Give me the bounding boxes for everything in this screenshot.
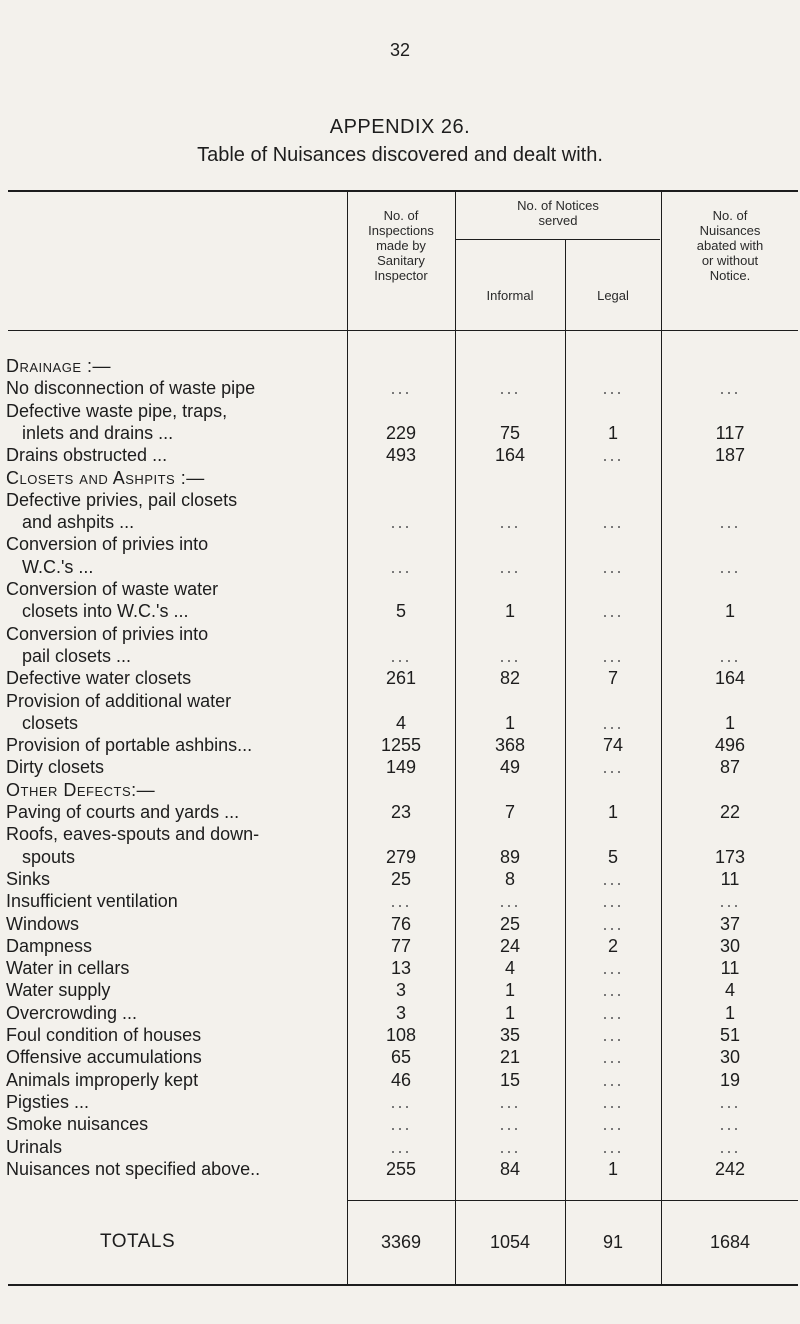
cell-abated: 51 xyxy=(719,1025,741,1045)
cell-abated: 1 xyxy=(724,712,735,733)
header-line: or without xyxy=(701,253,759,268)
cell-legal: 2 xyxy=(607,935,618,956)
cell-abated: 164 xyxy=(714,668,746,689)
cell-abated: ... xyxy=(719,1114,741,1135)
cell-informal: ... xyxy=(499,556,521,577)
header-line: abated with xyxy=(696,238,764,253)
cell-inspections: 149 xyxy=(385,757,417,778)
cell-legal: 1 xyxy=(607,1158,618,1179)
cell-inspections: 5 xyxy=(395,601,406,622)
header-line: Inspections xyxy=(368,223,434,238)
cell-informal: 1 xyxy=(504,980,515,1001)
cell-abated: 1 xyxy=(724,1002,735,1023)
cell-legal: ... xyxy=(602,913,624,934)
bottom-rule xyxy=(8,1284,798,1286)
cell-inspections: 13 xyxy=(390,958,412,979)
cell-abated: ... xyxy=(719,556,741,577)
cell-informal: ... xyxy=(499,645,521,666)
cell-legal: ... xyxy=(602,512,624,533)
cell-abated: ... xyxy=(719,1091,741,1112)
row-label: Roofs, eaves-spouts and down- xyxy=(6,824,260,845)
totals-top-rule xyxy=(348,1200,798,1201)
cell-legal: ... xyxy=(602,891,624,912)
cell-legal: ... xyxy=(602,445,624,466)
row-label: Animals improperly kept xyxy=(6,1069,199,1090)
row-label: closets xyxy=(22,712,79,733)
cell-legal: 1 xyxy=(607,802,618,822)
row-label: Defective privies, pail closets xyxy=(6,489,238,510)
cell-legal: ... xyxy=(602,1002,624,1023)
cell-informal: 25 xyxy=(499,913,521,934)
cell-informal: 7 xyxy=(504,802,515,822)
header-line: Inspector xyxy=(374,268,428,283)
cell-legal: ... xyxy=(602,378,624,399)
row-label: W.C.'s ... xyxy=(22,556,94,577)
header-informal: Informal xyxy=(486,288,534,303)
row-label: Conversion of privies into xyxy=(6,534,209,555)
cell-legal: ... xyxy=(602,1091,624,1112)
cell-informal: 1 xyxy=(504,712,515,733)
cell-legal: ... xyxy=(602,1047,624,1068)
cell-informal: 24 xyxy=(499,935,521,956)
cell-inspections: ... xyxy=(390,512,412,533)
cell-informal: ... xyxy=(499,891,521,912)
header-nuisances-abated xyxy=(662,208,798,283)
cell-inspections: ... xyxy=(390,645,412,666)
top-rule xyxy=(8,190,798,192)
totals-informal: 1054 xyxy=(489,1232,531,1252)
row-label: Dampness xyxy=(6,935,93,956)
cell-abated: 1 xyxy=(724,601,735,622)
cell-abated: 117 xyxy=(715,422,745,443)
cell-legal: 74 xyxy=(602,735,624,756)
cell-legal: 5 xyxy=(607,846,618,867)
table-title: Table of Nuisances discovered and dealt with. xyxy=(197,144,603,166)
cell-abated: ... xyxy=(719,1136,741,1157)
row-label: Pigsties ... xyxy=(6,1091,90,1112)
cell-legal: ... xyxy=(602,1069,624,1090)
header-line: No. of xyxy=(383,208,419,223)
cell-abated: 30 xyxy=(719,1047,741,1068)
row-label: Windows xyxy=(6,913,80,934)
cell-informal: ... xyxy=(499,378,521,399)
row-label: closets into W.C.'s ... xyxy=(22,601,189,622)
cell-inspections: 65 xyxy=(390,1047,412,1068)
row-label: Paving of courts and yards ... xyxy=(6,802,240,822)
header-line: made by xyxy=(376,238,426,253)
cell-abated: 11 xyxy=(720,868,740,889)
row-label: Smoke nuisances xyxy=(6,1114,149,1135)
row-label: Provision of additional water xyxy=(6,690,232,711)
row-label: Conversion of privies into xyxy=(6,623,209,644)
appendix-title: APPENDIX 26. xyxy=(329,116,471,138)
row-label: pail closets ... xyxy=(22,645,132,666)
cell-inspections: 261 xyxy=(385,668,417,689)
cell-inspections: 23 xyxy=(390,802,412,822)
section-heading: Other Defects:— xyxy=(6,779,156,800)
cell-legal: ... xyxy=(602,645,624,666)
header-legal: Legal xyxy=(597,288,629,303)
cell-abated: 173 xyxy=(714,846,746,867)
row-label: Water supply xyxy=(6,980,111,1001)
cell-inspections: 493 xyxy=(385,445,417,466)
cell-legal: ... xyxy=(602,1136,624,1157)
cell-abated: 37 xyxy=(719,913,741,934)
cell-legal: 7 xyxy=(607,668,618,689)
cell-legal: ... xyxy=(602,868,624,889)
totals-label: TOTALS xyxy=(100,1232,176,1252)
header-inspections xyxy=(348,208,454,283)
cell-legal: ... xyxy=(602,601,624,622)
cell-inspections: 3 xyxy=(395,980,406,1001)
cell-inspections: 229 xyxy=(385,422,417,443)
cell-informal: 15 xyxy=(499,1069,521,1090)
cell-informal: 1 xyxy=(504,601,515,622)
header-notices-served xyxy=(456,198,660,228)
cell-informal: 84 xyxy=(499,1158,521,1179)
row-label: Conversion of waste water xyxy=(6,579,219,599)
cell-abated: 87 xyxy=(719,757,741,778)
row-label: Urinals xyxy=(6,1136,63,1157)
cell-informal: ... xyxy=(499,1136,521,1157)
row-label: Provision of portable ashbins... xyxy=(6,735,253,756)
row-label: Insufficient ventilation xyxy=(6,891,178,912)
cell-legal: ... xyxy=(602,757,624,778)
cell-legal: 1 xyxy=(607,422,618,443)
row-label: Defective water closets xyxy=(6,668,192,689)
cell-abated: 4 xyxy=(724,980,735,1001)
row-label: Foul condition of houses xyxy=(6,1025,202,1045)
header-line: served xyxy=(538,213,578,228)
cell-abated: ... xyxy=(719,645,741,666)
page-number: 32 xyxy=(389,40,411,60)
cell-inspections: ... xyxy=(390,1091,412,1112)
header-line: Notice. xyxy=(709,268,751,283)
cell-inspections: ... xyxy=(390,891,412,912)
cell-abated: 242 xyxy=(714,1158,746,1179)
row-label: Overcrowding ... xyxy=(6,1002,138,1023)
cell-informal: 89 xyxy=(499,846,521,867)
cell-informal: 1 xyxy=(504,1002,515,1023)
cell-inspections: 1255 xyxy=(380,735,422,756)
cell-informal: 82 xyxy=(499,668,521,689)
cell-inspections: 3 xyxy=(395,1002,406,1023)
totals-inspections: 3369 xyxy=(380,1232,422,1252)
cell-legal: ... xyxy=(602,712,624,733)
cell-legal: ... xyxy=(602,980,624,1001)
row-label: Offensive accumulations xyxy=(6,1047,202,1068)
row-label: Nuisances not specified above.. xyxy=(6,1158,261,1179)
row-label: inlets and drains ... xyxy=(22,422,174,443)
row-label: Defective waste pipe, traps, xyxy=(6,400,228,421)
cell-inspections: 255 xyxy=(385,1158,417,1179)
cell-abated: 19 xyxy=(719,1069,741,1090)
cell-informal: ... xyxy=(499,1091,521,1112)
cell-abated: 11 xyxy=(720,958,740,979)
header-line: Sanitary xyxy=(377,253,425,268)
cell-abated: ... xyxy=(719,378,741,399)
header-line: Nuisances xyxy=(699,223,761,238)
cell-inspections: 4 xyxy=(395,712,406,733)
cell-inspections: ... xyxy=(390,378,412,399)
row-label: No disconnection of waste pipe xyxy=(6,378,256,399)
cell-inspections: ... xyxy=(390,1114,412,1135)
cell-inspections: 279 xyxy=(385,846,417,867)
cell-abated: 22 xyxy=(719,802,741,822)
cell-legal: ... xyxy=(602,1114,624,1135)
row-label: Dirty closets xyxy=(6,757,105,778)
cell-inspections: 76 xyxy=(390,913,412,934)
cell-abated: ... xyxy=(719,512,741,533)
cell-abated: 496 xyxy=(714,735,746,756)
cell-informal: 35 xyxy=(499,1025,521,1045)
header-bottom-rule xyxy=(8,330,798,331)
cell-informal: 368 xyxy=(494,735,526,756)
cell-informal: ... xyxy=(499,512,521,533)
row-label: Sinks xyxy=(6,868,51,889)
row-label: Water in cellars xyxy=(6,958,130,979)
totals-legal: 91 xyxy=(602,1232,624,1252)
cell-inspections: 25 xyxy=(390,868,412,889)
cell-abated: ... xyxy=(719,891,741,912)
cell-legal: ... xyxy=(602,556,624,577)
cell-informal: ... xyxy=(499,1114,521,1135)
header-line: No. of xyxy=(712,208,748,223)
cell-inspections: 108 xyxy=(385,1025,417,1045)
row-label: spouts xyxy=(22,846,76,867)
cell-inspections: ... xyxy=(390,1136,412,1157)
cell-informal: 75 xyxy=(499,422,521,443)
totals-abated: 1684 xyxy=(709,1232,751,1252)
cell-informal: 49 xyxy=(499,757,521,778)
cell-informal: 21 xyxy=(499,1047,521,1068)
cell-inspections: 77 xyxy=(390,935,412,956)
cell-informal: 4 xyxy=(504,958,515,979)
row-label: and ashpits ... xyxy=(22,512,135,533)
cell-abated: 187 xyxy=(714,445,746,466)
row-label: Drains obstructed ... xyxy=(6,445,168,466)
cell-legal: ... xyxy=(602,958,624,979)
cell-inspections: ... xyxy=(390,556,412,577)
cell-abated: 30 xyxy=(719,935,741,956)
cell-inspections: 46 xyxy=(390,1069,412,1090)
section-heading: Drainage :— xyxy=(6,356,112,376)
notices-rule xyxy=(456,239,660,240)
header-line: No. of Notices xyxy=(517,198,599,213)
cell-informal: 164 xyxy=(494,445,526,466)
cell-informal: 8 xyxy=(504,868,515,889)
cell-legal: ... xyxy=(602,1025,624,1045)
section-heading: Closets and Ashpits :— xyxy=(6,467,205,488)
